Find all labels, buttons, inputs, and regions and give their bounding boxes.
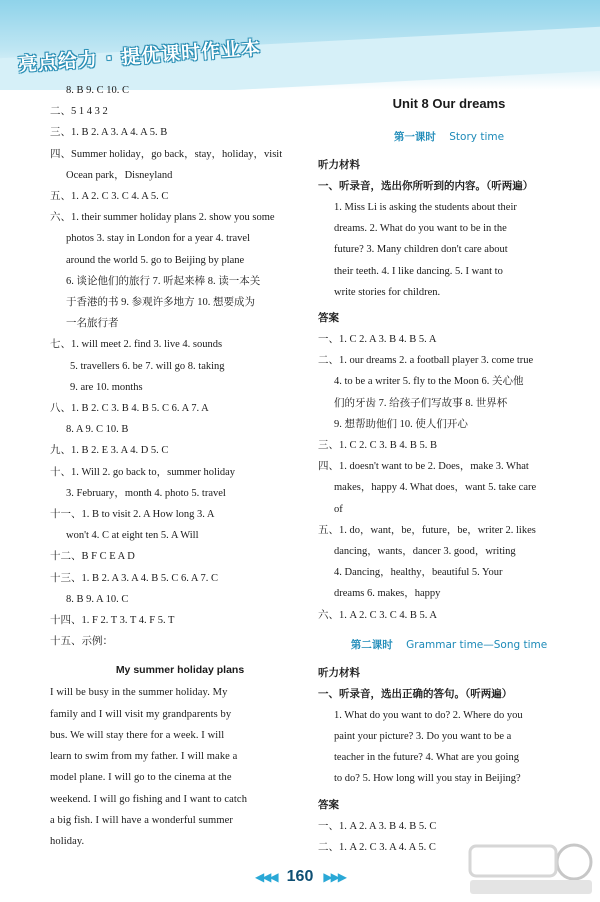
answer-line: 9. 想帮助他们 10. 使人们开心 bbox=[334, 418, 468, 430]
watermark-logo-icon bbox=[466, 840, 596, 898]
book-title: 亮点给力 · 提优课时作业本 bbox=[17, 37, 262, 76]
answer-line: 一、1. C 2. A 3. B 4. B 5. A bbox=[318, 334, 437, 346]
lesson-1-name: Story time bbox=[449, 131, 505, 143]
answer-line: dancing，wants，dancer 3. good，writing bbox=[334, 546, 516, 558]
answer-line: 八、1. B 2. C 3. B 4. B 5. C 6. A 7. A bbox=[50, 403, 209, 415]
answer-label-2: 答案 bbox=[318, 798, 339, 811]
answer-line: 8. B 9. A 10. C bbox=[66, 593, 129, 605]
script-line: teacher in the future? 4. What are you going bbox=[334, 752, 519, 764]
answer-line: 二、1. A 2. C 3. A 4. A 5. C bbox=[318, 841, 436, 853]
essay-line: learn to swim from my father. I will make a bbox=[50, 751, 238, 763]
left-column bbox=[50, 80, 310, 852]
lesson-2-heading bbox=[318, 634, 580, 656]
script-line: 1. Miss Li is asking the students about their bbox=[334, 202, 517, 213]
answer-line: 二、5 1 4 3 2 bbox=[50, 106, 108, 118]
right-column bbox=[318, 92, 580, 858]
essay-body bbox=[50, 682, 310, 852]
answer-line: 于香港的书 9. 参观许多地方 10. 想要成为 bbox=[66, 297, 255, 309]
essay-line: bus. We will stay there for a week. I will bbox=[50, 729, 225, 741]
answer-line: Ocean park，Disneyland bbox=[66, 169, 173, 181]
essay-title: My summer holiday plans bbox=[115, 664, 245, 677]
answer-line: 们的牙齿 7. 给孩子们写故事 8. 世界杯 bbox=[334, 397, 508, 409]
answer-line: 9. are 10. months bbox=[70, 381, 143, 393]
next-arrow-icon: ▶▶▶ bbox=[323, 869, 346, 884]
answer-line: 5. travellers 6. be 7. will go 8. taking bbox=[70, 360, 225, 372]
script-line: write stories for children. bbox=[334, 286, 441, 298]
essay-line: a big fish. I will have a wonderful summer bbox=[50, 814, 233, 826]
script-line: paint your picture? 3. Do you want to be a bbox=[334, 731, 512, 743]
answer-line: 三、1. B 2. A 3. A 4. A 5. B bbox=[50, 127, 168, 139]
essay-line: I will be busy in the summer holiday. My bbox=[50, 687, 228, 699]
answer-label-1: 答案 bbox=[318, 312, 339, 325]
answer-line: 十、1. Will 2. go back to，summer holiday bbox=[50, 466, 236, 478]
lesson-2-number: 第二课时 bbox=[350, 638, 393, 651]
script-line: their teeth. 4. I like dancing. 5. I want to bbox=[334, 265, 503, 277]
prev-arrow-icon: ◀◀◀ bbox=[254, 869, 277, 884]
script-line: dreams. 2. What do you want to be in the bbox=[334, 223, 507, 235]
answer-line: makes，happy 4. What does，want 5. take care bbox=[334, 482, 537, 494]
answer-line: 十五、示例： bbox=[50, 636, 113, 648]
answer-line: 一、1. A 2. A 3. B 4. B 5. C bbox=[318, 820, 437, 832]
answer-line: 一名旅行者 bbox=[66, 318, 119, 330]
essay-line: holiday. bbox=[50, 835, 85, 847]
answer-line: won't 4. C at eight ten 5. A Will bbox=[66, 530, 199, 542]
answer-line: 6. 谈论他们的旅行 7. 听起来棒 8. 读一本关 bbox=[66, 275, 261, 287]
answer-line: 十三、1. B 2. A 3. A 4. B 5. C 6. A 7. C bbox=[50, 572, 219, 584]
left-answer-lines bbox=[50, 80, 310, 652]
answer-line: 六、1. A 2. C 3. C 4. B 5. A bbox=[318, 609, 438, 621]
lesson-2-name: Grammar time—Song time bbox=[406, 638, 548, 651]
answer-line: 十四、1. F 2. T 3. T 4. F 5. T bbox=[50, 615, 175, 627]
answer-line: 三、1. C 2. C 3. B 4. B 5. B bbox=[318, 440, 438, 452]
listening-instruction-1: 一、听录音，选出你所听到的内容。（听两遍） bbox=[318, 180, 534, 192]
answer-lines-1 bbox=[318, 329, 580, 626]
answer-line: 4. to be a writer 5. fly to the Moon 6. 关心他 bbox=[334, 376, 524, 388]
answer-line: 8. A 9. C 10. B bbox=[66, 424, 129, 436]
essay-line: family and I will visit my grandparents by bbox=[50, 708, 232, 720]
listening-script-1 bbox=[318, 197, 580, 303]
answer-line: photos 3. stay in London for a year 4. travel bbox=[66, 233, 250, 245]
answer-line: 四、1. doesn't want to be 2. Does，make 3. What bbox=[318, 461, 529, 473]
unit-title: Unit 8 Our dreams bbox=[392, 96, 506, 111]
answer-line: 五、1. do，want，be，future，be，writer 2. likes bbox=[318, 524, 536, 536]
answer-line: dreams 6. makes，happy bbox=[334, 588, 441, 600]
lesson-1-number: 第一课时 bbox=[393, 131, 436, 143]
answer-line: around the world 5. go to Beijing by plane bbox=[66, 254, 245, 266]
answer-line: 十一、1. B to visit 2. A How long 3. A bbox=[50, 509, 215, 521]
answer-line: 二、1. our dreams 2. a football player 3. come true bbox=[318, 355, 534, 367]
essay-line: weekend. I will go fishing and I want to catch bbox=[50, 793, 248, 805]
answer-line: 九、1. B 2. E 3. A 4. D 5. C bbox=[50, 445, 169, 457]
script-line: to do? 5. How long will you stay in Beijing? bbox=[334, 773, 521, 785]
lesson-1-heading bbox=[318, 126, 580, 148]
script-line: 1. What do you want to do? 2. Where do you bbox=[334, 709, 523, 721]
answer-line: 六、1. their summer holiday plans 2. show you some bbox=[50, 212, 275, 224]
answer-line: 3. February，month 4. photo 5. travel bbox=[66, 487, 226, 499]
answer-line: 四、Summer holiday，go back，stay，holiday，visit bbox=[50, 148, 283, 160]
answer-line: 十二、B F C E A D bbox=[50, 551, 135, 563]
answer-line: of bbox=[334, 503, 343, 515]
answer-line: 五、1. A 2. C 3. C 4. A 5. C bbox=[50, 191, 169, 203]
listening-label-1: 听力材料 bbox=[318, 159, 360, 171]
answer-line: 8. B 9. C 10. C bbox=[66, 85, 130, 96]
page-number: 160 bbox=[286, 868, 314, 886]
script-line: future? 3. Many children don't care about bbox=[334, 244, 508, 256]
essay-line: model plane. I will go to the cinema at the bbox=[50, 772, 232, 784]
answer-line: 4. Dancing，healthy，beautiful 5. Your bbox=[334, 567, 503, 579]
listening-script-2 bbox=[318, 705, 580, 790]
listening-instruction-2: 一、听录音，选出正确的答句。（听两遍） bbox=[318, 687, 513, 700]
listening-label-2: 听力材料 bbox=[318, 666, 360, 679]
header-banner bbox=[0, 0, 600, 90]
answer-line: 七、1. will meet 2. find 3. live 4. sounds bbox=[50, 339, 223, 351]
